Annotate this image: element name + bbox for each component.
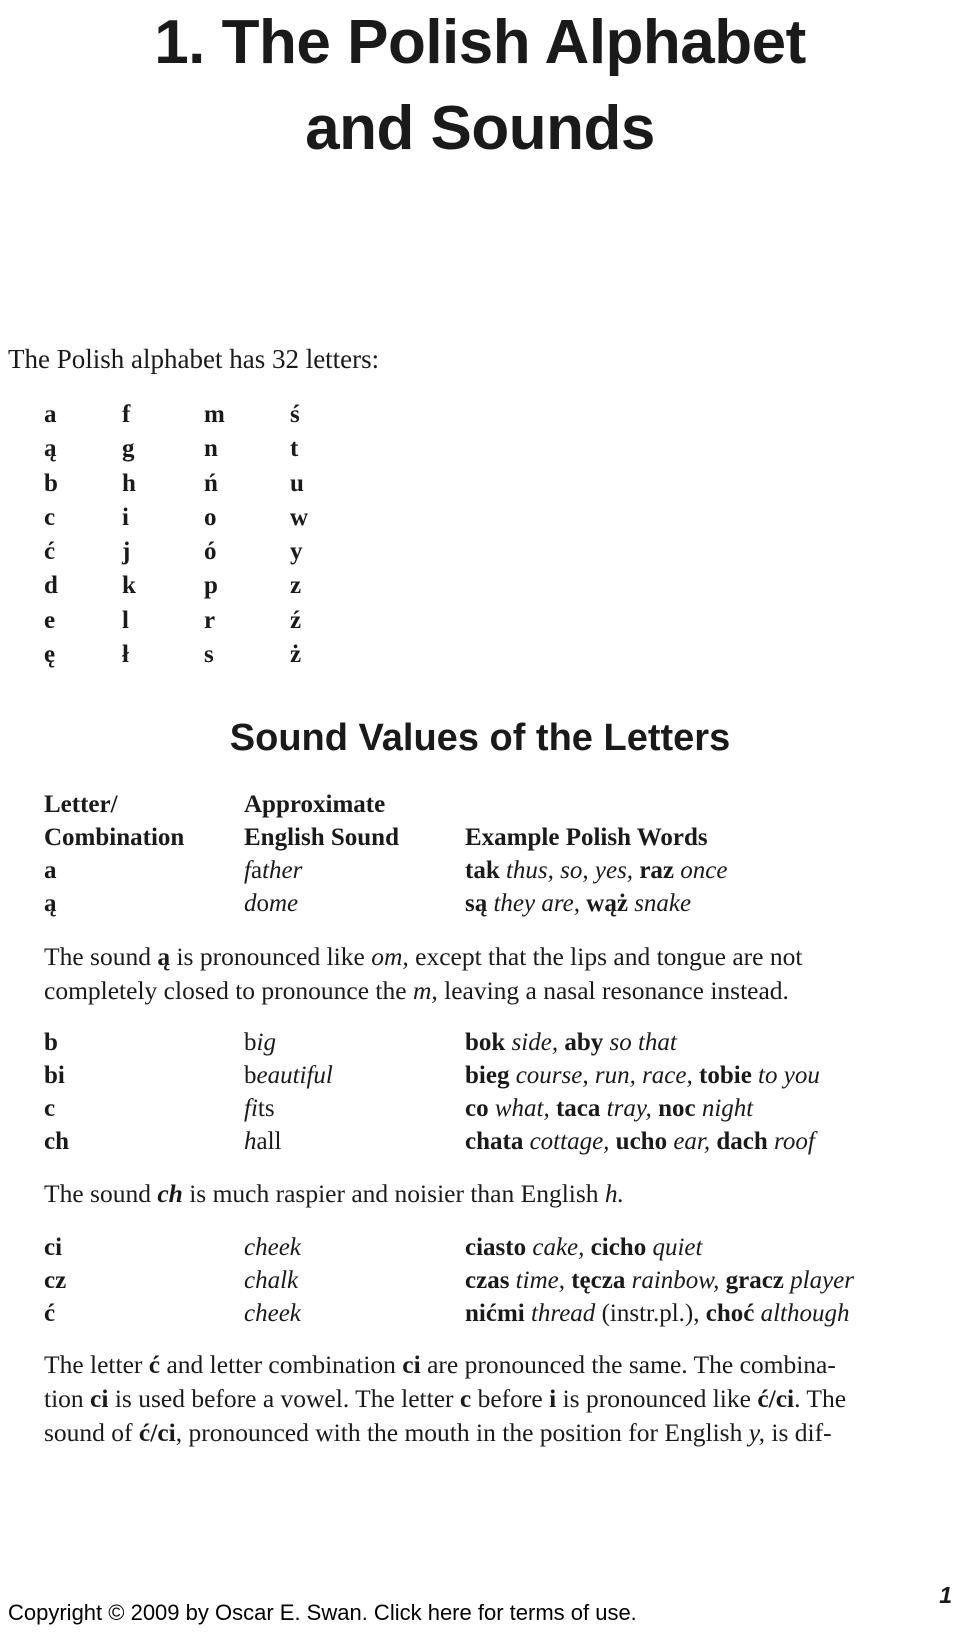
row-letter: ci [44,1234,63,1261]
text-run: f [244,857,251,884]
text-run: eek [267,1300,301,1327]
alphabet-letter: z [290,572,302,600]
text-run: om, [371,942,409,971]
alphabet-letter: ł [122,641,129,669]
text-run: so that [609,1029,677,1056]
text-run: thus, so, yes, [505,857,634,884]
text-run: ucho [615,1128,668,1155]
text-run: ig [256,1029,276,1056]
text-run: nićmi [465,1300,525,1327]
alphabet-letter: f [122,401,131,428]
row-letter: ch [44,1128,69,1155]
text-run: ą [157,942,171,971]
text-run: c [459,1384,472,1413]
alphabet-letter: m [204,401,225,428]
row-english-sound [244,854,302,888]
alphabet-letter: n [204,435,218,463]
text-run: leaving a nasal resonance instead. [437,976,789,1005]
text-run: cake, [532,1234,585,1261]
text-run: dach [716,1128,768,1155]
alphabet-letter: ń [204,469,218,497]
paragraph-line [44,1177,958,1211]
header-example-words: Example Polish Words [465,824,708,851]
table-row [0,1026,960,1060]
table-row [0,1125,960,1159]
alphabet-letter: j [122,538,131,566]
text-run: and letter combination [160,1350,403,1379]
table-row [0,1231,960,1265]
text-run: wąż [586,890,628,917]
text-run: bok [465,1029,506,1056]
alphabet-column [290,398,350,672]
text-run: taca [555,1095,601,1122]
text-run: są [465,890,488,917]
text-run: course, run, race, [515,1062,693,1089]
alphabet-column [204,398,264,672]
text-run: quiet [652,1234,703,1261]
alphabet-letter: s [204,641,214,669]
text-run: ther [262,857,303,884]
text-run: The sound [44,942,158,971]
row-letter: b [44,1029,58,1056]
text-run: player [790,1267,855,1294]
row-examples [465,854,727,888]
text-run: thread [530,1300,596,1327]
text-run: is dif- [765,1418,832,1447]
alphabet-letter: p [204,572,218,600]
alphabet-letter: ę [44,641,56,669]
text-run: h. [604,1179,625,1208]
text-run: roof [774,1128,815,1155]
text-run: choć [705,1300,755,1327]
alphabet-letter: y [290,538,303,566]
table-header-row-1 [0,788,960,822]
text-run: what, [494,1095,550,1122]
alphabet-letter: l [122,606,129,634]
text-run: all [256,1128,282,1155]
text-run: chata [465,1128,524,1155]
row-english-sound [244,1297,301,1331]
row-english-sound [244,1125,282,1159]
text-run: is pronounced like [556,1384,758,1413]
row-examples [465,1026,677,1060]
text-run: is used before a vowel. The letter [108,1384,460,1413]
text-run: time, [515,1267,565,1294]
text-run: night [701,1095,754,1122]
text-run: once [680,857,728,884]
alphabet-letter: ć [44,538,56,566]
row-letter: ć [44,1300,56,1327]
text-run: o [256,890,269,917]
header-combination: Combination [44,824,185,851]
text-run: eek [267,1234,301,1261]
paragraph-line [44,1416,958,1450]
text-run: ear, [673,1128,711,1155]
row-examples [465,1264,854,1298]
row-examples [465,1297,850,1331]
text-run: i [549,1384,557,1413]
row-english-sound [244,1231,301,1265]
table-row [0,887,960,921]
row-letter: a [44,857,57,884]
text-run: bieg [465,1062,510,1089]
text-run: a [250,857,263,884]
text-run: h [244,1128,257,1155]
alphabet-letter: ą [44,435,57,463]
note-ch-paragraph [44,1177,958,1211]
text-run: rainbow, [631,1267,720,1294]
text-run: before [471,1384,550,1413]
text-run: sound of [44,1418,139,1447]
paragraph-line [44,940,958,974]
alphabet-letter: a [44,401,57,428]
text-run: ch [157,1179,183,1208]
header-approximate: Approximate [244,791,386,818]
page-number: 1 [939,1582,952,1608]
text-run: (instr.pl.), [595,1300,706,1327]
alphabet-letter: b [44,469,58,497]
row-english-sound [244,1059,333,1093]
text-run: aby [564,1029,604,1056]
text-run: me [269,890,299,917]
text-run: side, [511,1029,559,1056]
paragraph-line [44,974,958,1008]
alphabet-letter: ź [290,606,302,634]
text-run: ć/ci [757,1384,795,1413]
note-nasal-paragraph [44,940,958,1008]
table-row [0,1059,960,1093]
text-run: b [244,1029,257,1056]
intro-text: The Polish alphabet has 32 letters: [8,344,380,374]
text-run: alk [267,1267,299,1294]
text-run: ch [244,1267,268,1294]
row-english-sound [244,1264,298,1298]
text-run: The letter [44,1350,149,1379]
alphabet-letter: ż [290,641,302,669]
row-letter: cz [44,1267,67,1294]
alphabet-letter: c [44,503,56,531]
row-letter: bi [44,1062,65,1089]
text-run: d [244,890,257,917]
row-examples [465,1231,702,1265]
alphabet-column [44,398,104,672]
page-title [0,0,960,172]
text-run: czas [465,1267,510,1294]
alphabet-letter: e [44,606,56,634]
table-row [0,1092,960,1126]
text-run: raz [639,857,675,884]
text-run: is much raspier and noisier than English [182,1179,605,1208]
alphabet-letter: h [122,469,136,497]
text-run: co [465,1095,489,1122]
header-english-sound: English Sound [244,824,399,851]
text-run: tęcza [571,1267,626,1294]
alphabet-letter: o [204,503,217,531]
text-run: tion [44,1384,91,1413]
text-run: noc [658,1095,696,1122]
alphabet-letter: i [122,503,129,531]
text-run: they are, [493,890,581,917]
text-run: are pronounced the same. The combina- [420,1350,836,1379]
text-run: b [244,1062,257,1089]
text-run: except that the lips and tongue are not [408,942,803,971]
row-english-sound [244,1026,276,1060]
alphabet-letter: k [122,572,136,600]
alphabet-letter: r [204,606,216,634]
row-letter: c [44,1095,56,1122]
copyright-link[interactable]: Copyright © 2009 by Oscar E. Swan. Click here for terms of use. [8,1600,637,1625]
row-examples [465,1125,815,1159]
paragraph-line [44,1382,958,1416]
row-examples [465,1059,820,1093]
text-run: snake [634,890,692,917]
table-row [0,854,960,888]
text-run: cottage, [529,1128,610,1155]
row-examples [465,887,691,921]
alphabet-letter: ś [290,401,300,428]
text-run: is pronounced like [170,942,372,971]
text-run: ciasto [465,1234,527,1261]
paragraph-line [44,1348,958,1382]
row-english-sound [244,887,298,921]
table-header-row-2 [0,821,960,855]
text-run: ch [244,1300,268,1327]
text-run: tray, [606,1095,652,1122]
text-run: gracz [725,1267,784,1294]
note-ci-paragraph [44,1348,958,1450]
text-run: ch [244,1234,268,1261]
text-run: ć [148,1350,161,1379]
alphabet-letter: w [290,503,309,531]
alphabet-letter: g [122,435,135,463]
page-title-line-2: and Sounds [305,94,655,163]
text-run: . The [794,1384,847,1413]
text-run: eautiful [256,1062,333,1089]
page-title-line-1: 1. The Polish Alphabet [154,8,806,77]
alphabet-letter: t [290,435,299,463]
row-letter: ą [44,890,57,917]
text-run: tobie [699,1062,752,1089]
table-row [0,1297,960,1331]
alphabet-letter: u [290,469,304,497]
text-run: fi [244,1095,258,1122]
text-run: m, [412,976,438,1005]
alphabet-column [122,398,182,672]
text-run: ć/ci [138,1418,176,1447]
section-heading: Sound Values of the Letters [229,717,731,759]
header-letter-combination: Letter/ [44,791,118,818]
text-run: cicho [590,1234,647,1261]
text-run: ts [257,1095,275,1122]
text-run: although [760,1300,850,1327]
table-row [0,1264,960,1298]
row-examples [465,1092,753,1126]
text-run: to you [758,1062,820,1089]
text-run: The sound [44,1179,158,1208]
text-run: ci [90,1384,109,1413]
row-english-sound [244,1092,275,1126]
alphabet-letter: ó [204,538,217,566]
alphabet-letter: d [44,572,58,600]
text-run: , pronounced with the mouth in the position for English [175,1418,749,1447]
text-run: ci [402,1350,421,1379]
text-run: tak [465,857,500,884]
text-run: y, [748,1418,766,1447]
text-run: completely closed to pronounce the [44,976,413,1005]
